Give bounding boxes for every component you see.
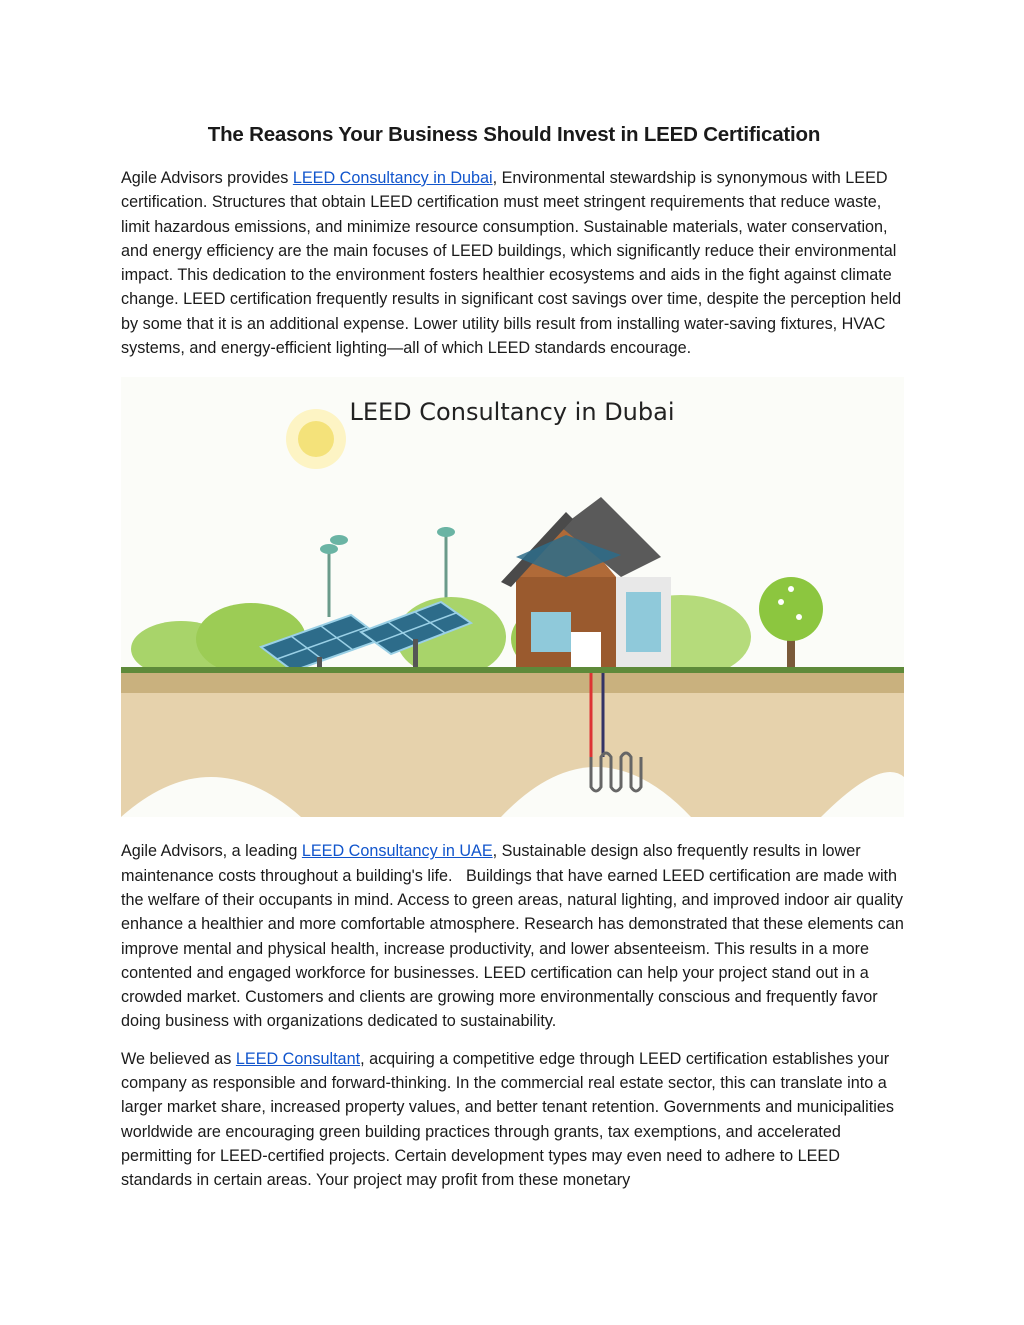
link-leed-consultancy-uae[interactable]: LEED Consultancy in UAE — [301, 842, 493, 861]
sun-icon — [286, 409, 346, 469]
leed-illustration-svg — [121, 377, 904, 817]
link-leed-consultant[interactable]: LEED Consultant — [235, 1049, 361, 1068]
paragraph-second-rest: , Sustainable design also frequently results in lower maintenance costs throughout a building's life. Buildings that have earned LEED certification are made with the welfare of their occupants in mind. Access to green areas, natural lighting, and improved indoor air quality enhance a healthier and more comfortable atmosphere. Research has demonstrated that these elements can improve mental and physical health, increase productivity, and lower absenteeism. This results in a more contented and engaged workforce for businesses. LEED certification can help your project stand out in a crowded market. Customers and clients are growing more environmentally conscious and frequently favor doing business with organizations dedicated to sustainability. — [121, 842, 904, 1031]
document-page — [121, 120, 907, 1193]
leed-illustration — [121, 377, 904, 817]
link-leed-consultancy-dubai[interactable]: LEED Consultancy in Dubai — [292, 169, 493, 187]
paragraph-third — [121, 1047, 907, 1193]
paragraph-second — [121, 839, 907, 1033]
document-title: The Reasons Your Business Should Invest in LEED Certification — [207, 123, 821, 146]
paragraph-intro — [121, 166, 907, 360]
paragraph-third-lead: We believed as — [121, 1049, 236, 1068]
figure-title: LEED Consultancy in Dubai — [349, 398, 675, 427]
paragraph-intro-lead: Agile Advisors provides — [121, 169, 293, 187]
paragraph-third-rest: , acquiring a competitive edge through LEED certification establishes your company as responsible and forward-thinking. In the commercial real estate sector, this can translate into a larger market share, increased property values, and better tenant retention. Governments and municipalities worldwide are encouraging green building practices through grants, tax exemptions, and accelerated permitting for LEED-certified projects. Certain development types may even need to adhere to LEED standards in certain areas. Your project may profit from these monetary — [121, 1049, 894, 1190]
ground — [121, 673, 904, 817]
paragraph-second-lead: Agile Advisors, a leading — [121, 842, 302, 861]
paragraph-intro-rest: , Environmental stewardship is synonymous with LEED certification. Structures that obtain LEED certification must meet stringent requirements that reduce waste, limit hazardous emissions, and minimize resource consumption. Sustainable materials, water conservation, and energy efficiency are the main focuses of LEED buildings, which significantly reduce their environmental impact. This dedication to the environment fosters healthier ecosystems and aids in the fight against climate change. LEED certification frequently results in significant cost savings over time, despite the perception held by some that it is an additional expense. Lower utility bills result from installing water-saving fixtures, HVAC systems, and energy-efficient lighting—all of which LEED standards encourage. — [121, 169, 902, 358]
